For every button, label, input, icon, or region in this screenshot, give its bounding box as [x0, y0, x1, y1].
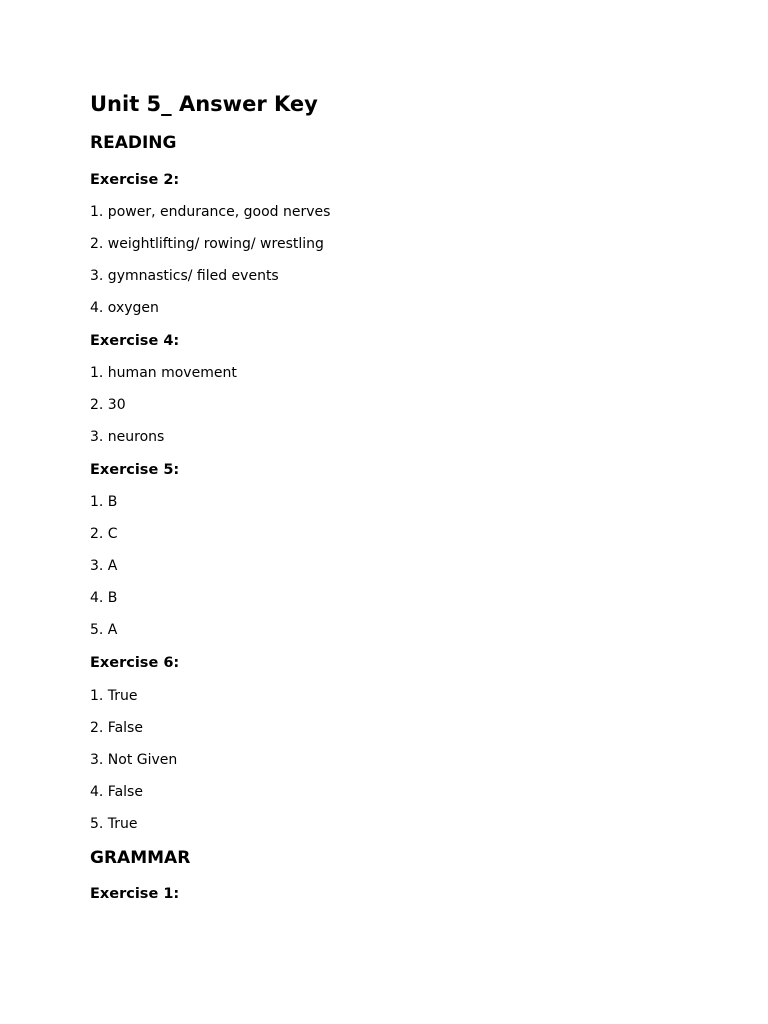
reading-exercise-6-answer-3: 3. Not Given: [90, 752, 178, 768]
reading-exercise-4-answer-1: 1. human movement: [90, 365, 237, 381]
reading-exercise-5-answer-3: 3. A: [90, 558, 118, 574]
reading-exercise-6-answer-5: 5. True: [90, 816, 138, 832]
reading-exercise-2-answer-3: 3. gymnastics/ filed events: [90, 268, 279, 284]
reading-exercise-5-answer-5: 5. A: [90, 622, 118, 638]
reading-exercise-6-answer-2: 2. False: [90, 720, 143, 736]
reading-exercise-6-answer-4: 4. False: [90, 784, 143, 800]
reading-exercise-6-heading: Exercise 6:: [90, 655, 180, 671]
reading-exercise-2-answer-1: 1. power, endurance, good nerves: [90, 204, 331, 220]
reading-heading: READING: [90, 133, 177, 153]
reading-exercise-4-answer-2: 2. 30: [90, 397, 126, 413]
reading-exercise-5-answer-1: 1. B: [90, 494, 118, 510]
grammar-exercise-1-heading: Exercise 1:: [90, 886, 180, 902]
document-title: Unit 5_ Answer Key: [90, 92, 318, 116]
reading-exercise-5-answer-2: 2. C: [90, 526, 118, 542]
reading-exercise-5-answer-4: 4. B: [90, 590, 118, 606]
reading-exercise-2-heading: Exercise 2:: [90, 172, 180, 188]
reading-exercise-5-heading: Exercise 5:: [90, 462, 180, 478]
reading-exercise-6-answer-1: 1. True: [90, 688, 138, 704]
grammar-heading: GRAMMAR: [90, 848, 191, 868]
reading-exercise-2-answer-2: 2. weightlifting/ rowing/ wrestling: [90, 236, 324, 252]
reading-exercise-4-answer-3: 3. neurons: [90, 429, 165, 445]
reading-exercise-2-answer-4: 4. oxygen: [90, 300, 159, 316]
reading-exercise-4-heading: Exercise 4:: [90, 333, 180, 349]
answer-key-page: [90, 0, 730, 1024]
